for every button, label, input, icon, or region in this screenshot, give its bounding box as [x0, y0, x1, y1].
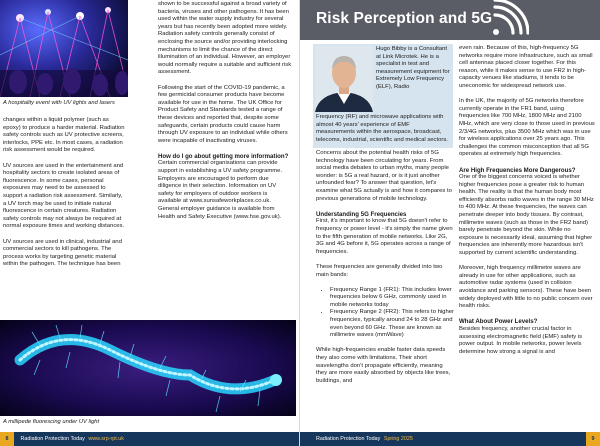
- section-heading-more-info: How do I go about getting more information?: [158, 152, 289, 160]
- top-photo-caption: A hospitality event with UV lights and lasers: [3, 100, 115, 106]
- paragraph-infrastructure: even rain. Because of this, high-frequency 5G networks require more infrastructure, such as small cell antennas placed closer together. For this reason, while it makes sense to use FR2 in high-capacity venues like stadiums, it tends to be uneconomic for widespread network use.: [459, 45, 593, 89]
- paragraph-power: Besides frequency, another crucial factor in assessing electromagnetic field (EMF) safety is power output. In mobile networks, power levels determine how strong a signal is and: [459, 325, 583, 355]
- paragraph-bands: These frequencies are generally divided into two main bands:: [316, 263, 443, 278]
- paragraph-generations: First, it's important to know that 5G doesn't refer to frequency or power level - it's simply the name given to the fifth generation of mobile networks. Like 2G, 3G and 4G before it, 5G operates across a range of frequencies.: [316, 218, 453, 255]
- right-page: [300, 0, 600, 446]
- paragraph-more-info: Certain commercial organisations can provide support in establishing a UV safety programme. Employers are encouraged to perform due diligence in their selection. Information on UV safety for employers of outdoor workers is available at www.sunsafeworkplaces.co.uk. General employer guidance is available from Health and Safety Executive (www.hse.gov.uk).: [158, 160, 283, 220]
- footer-title: Radiation Protection Today: [316, 436, 381, 442]
- section-heading-frequencies: Understanding 5G Frequencies: [316, 210, 407, 218]
- author-portrait: [315, 46, 373, 112]
- left-page-column-1: [3, 117, 125, 276]
- author-photo: [315, 46, 373, 112]
- paragraph-curing: changes within a liquid polymer (such as epoxy) to produce a harder material. Radiation safety controls such as UV protective screens, interlocks, PPE etc. In most cases, a radiation risk assessment would be required.: [3, 117, 125, 154]
- left-page-column-2: [158, 1, 292, 229]
- frequency-range-list: [316, 287, 454, 340]
- page-number: 9: [586, 432, 600, 446]
- uv-lights-image: [0, 0, 128, 97]
- article-title: Risk Perception and 5G: [316, 10, 493, 27]
- section-heading-power: What About Power Levels?: [459, 318, 538, 326]
- page-number: 8: [0, 432, 14, 446]
- list-item-fr2: • Frequency Range 2 (FR2): This refers to higher frequencies, typically around 24 to 28 GHz and even beyond 60 GHz. These are known as millimetre waves (mmWave): [330, 309, 454, 339]
- paragraph-germicidal: shown to be successful against a broad variety of bacteria, viruses and other pathogens. It has been used within the water supply industry for several years but has recently been adopted more widely. Radiation safety controls generally consist of enclosing the source and/or providing interlocking mechanisms to limit the chance of the direct illumination of an individual. However, an employer would normally require a suitable and sufficient risk assessment.: [158, 1, 292, 76]
- author-bio-text-continued: Frequency (RF) and microwave applications with almost 40 years' experience of EMF measurements within the aerospace, broadcast, telecoms, industrial, scientific and medical sectors.: [316, 114, 448, 143]
- article-banner: [300, 0, 600, 40]
- millipede-image: [0, 320, 296, 416]
- footer-issue: Spring 2025: [383, 436, 413, 442]
- right-page-column-2: [459, 45, 595, 364]
- footer-title: Radiation Protection Today: [20, 436, 85, 442]
- millipede-photo: [0, 320, 296, 416]
- list-item-fr1: • Frequency Range 1 (FR1): This includes lower frequencies below 6 GHz, commonly used in mobile networks today: [330, 287, 454, 310]
- right-page-footer: [300, 432, 600, 446]
- wifi-signal-icon: [489, 0, 529, 39]
- paragraph-intro: Concerns about the potential health risks of 5G technology have been circulating for years. From social media debates to urban myths, many people wonder: is 5G a real hazard, or is it just another unfounded fear? To answer that question, let's examine what 5G actually is and how it compares to previous generations of mobile technology.: [316, 150, 452, 202]
- section-heading-high-frequencies: Are High Frequencies More Dangerous?: [459, 166, 576, 174]
- paragraph-entertainment: UV sources are used in the entertainment and hospitality sectors to create isolated areas of fluorescence. In some cases, personal exposures may need to be assessed to support a radiation risk assessment. Similarly, a UV torch may be used to initiate natural fluorescence in certain creatures. Radiation safety controls may not always be required at normal exposure times and working distances.: [3, 162, 125, 230]
- paragraph-pathogens: UV sources are used in clinical, industrial and commercial sectors to kill pathogens. The process works by targeting genetic material within the pathogen. The technique has been: [3, 238, 122, 268]
- footer-website: www.srp-rpt.uk: [88, 436, 124, 442]
- paragraph-limitations: While high-frequencies enable faster data speeds they also come with limitations. Their short wavelengths don't propagate efficiently, meaning they are more easily absorbed by objects like trees, buildings, and: [316, 347, 451, 384]
- right-page-column-1: [316, 150, 454, 393]
- author-bio-text: Hugo Bibby is a Consultant at Link Microtek. He is a specialist in test and measurement equipment for Extremely Low Frequency (ELF), Radio: [376, 46, 450, 90]
- uv-lights-photo: [0, 0, 128, 97]
- bottom-photo-caption: A millipede fluorescing under UV light: [3, 419, 100, 425]
- paragraph-uk-networks: In the UK, the majority of 5G networks therefore currently operate in the FR1 band, using frequencies like 700 MHz, 1800 MHz and 2100 MHz, which are very close to those used in previous 2/3/4G networks, plus 3500 MHz which was in use for wireless applications over 25 years ago. This challenges the common misconception that all 5G operates at extremely high frequencies.: [459, 98, 595, 158]
- paragraph-covid: Following the start of the COVID-19 pandemic, a few germicidal consumer products have become available for use in the home. The UK Office for Product Safety and Standards tested a range of these devices and reported that, despite some safeguards, certain products could cause harm through UV exposure to an individual while others were incapable of inactivating viruses.: [158, 84, 288, 144]
- paragraph-absorption: One of the biggest concerns voiced is whether higher frequencies pose a greater risk to human health. The reality is that the human body most efficiently absorbs radio waves in the range 30 MHz to 400 MHz. At these frequencies, the waves can penetrate deeper into body tissues. By contrast, millimetre waves (such as those in the FR2 band) barely penetrate beyond the skin. While no exposure is necessarily ideal, assuming that higher frequencies are inherently more hazardous isn't supported by current scientific understanding.: [459, 174, 594, 257]
- paragraph-radar: Moreover, high frequency millimetre waves are already in use for other applications, such as automotive radar systems (used in collision avoidance and parking sensors). These have been widely deployed with little to no public concern over health risks.: [459, 265, 593, 310]
- left-page-footer: [0, 432, 300, 446]
